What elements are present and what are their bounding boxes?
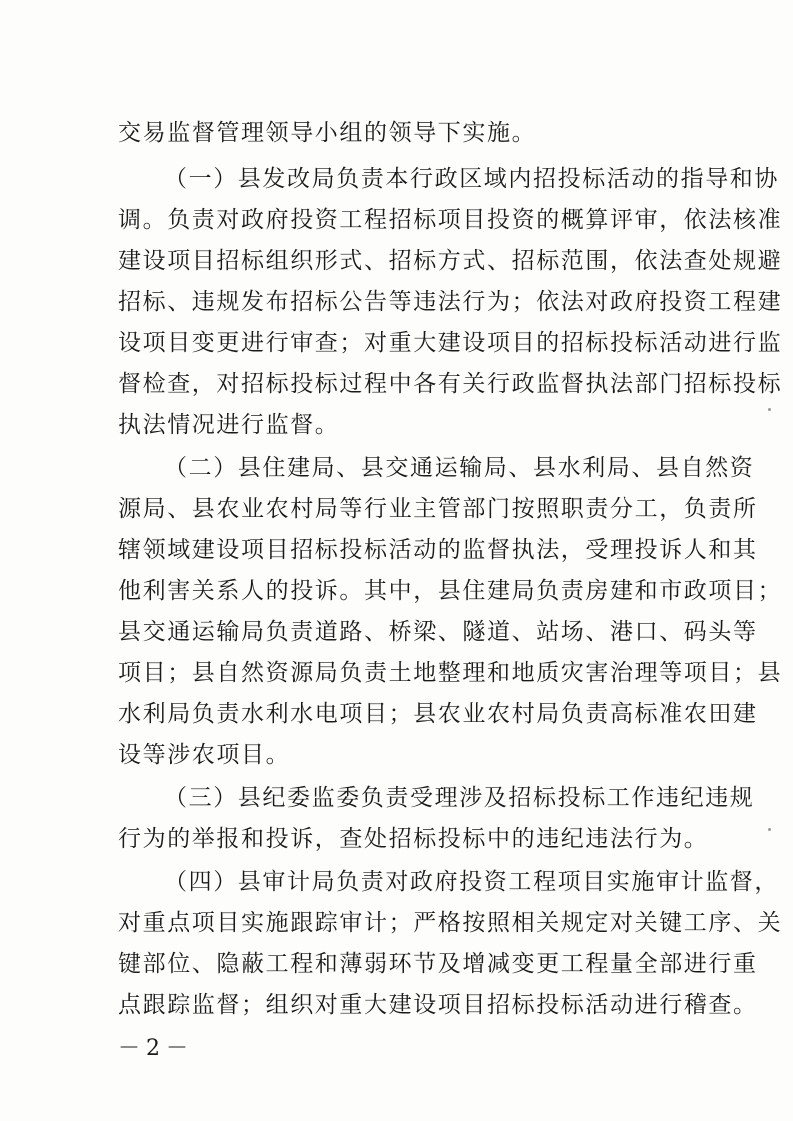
- paragraph-line: 键部位、隐蔽工程和薄弱环节及增减变更工程量全部进行重: [118, 951, 758, 977]
- scan-speck: [768, 408, 771, 411]
- paragraph-line: 建设项目招标组织形式、招标方式、招标范围，依法查处规避: [118, 248, 783, 274]
- paragraph-line: 辖领域建设项目招标投标活动的监督执法，受理投诉人和其: [118, 537, 758, 563]
- paragraph-line: 调。负责对政府投资工程招标项目投资的概算评审，依法核准: [118, 207, 783, 233]
- paragraph-line: （三）县纪委监委负责受理涉及招标投标工作违纪违规: [164, 785, 755, 811]
- paragraph-line: 源局、县农业农村局等行业主管部门按照职责分工，负责所: [118, 496, 758, 522]
- paragraph-line: （二）县住建局、县交通运输局、县水利局、县自然资: [164, 455, 755, 481]
- paragraph-line: 点跟踪监督；组织对重大建设项目招标投标活动进行稽查。: [118, 992, 758, 1018]
- paragraph-line: 县交通运输局负责道路、桥梁、隧道、站场、港口、码头等: [118, 619, 758, 645]
- paragraph-line: （四）县审计局负责对政府投资工程项目实施审计监督，: [164, 869, 779, 895]
- page-number: －2－: [118, 1036, 194, 1061]
- paragraph-line: 交易监督管理领导小组的领导下实施。: [118, 120, 537, 146]
- paragraph-line: 执法情况进行监督。: [118, 412, 340, 438]
- paragraph-line: 设项目变更进行审查；对重大建设项目的招标投标活动进行监: [118, 330, 783, 356]
- paragraph-line: 他利害关系人的投诉。其中，县住建局负责房建和市政项目；: [118, 578, 783, 604]
- paragraph-line: 招标、违规发布招标公告等违法行为；依法对政府投资工程建: [118, 289, 783, 315]
- paragraph-line: 设等涉农项目。: [118, 742, 291, 768]
- scan-speck: [768, 828, 771, 831]
- paragraph-line: 对重点项目实施跟踪审计；严格按照相关规定对关键工序、关: [118, 910, 783, 936]
- paragraph-line: 项目；县自然资源局负责土地整理和地质灾害治理等项目；县: [118, 660, 783, 686]
- paragraph-line: （一）县发改局负责本行政区域内招投标活动的指导和协: [164, 166, 779, 192]
- paragraph-line: 水利局负责水利水电项目；县农业农村局负责高标准农田建: [118, 701, 758, 727]
- paragraph-line: 督检查，对招标投标过程中各有关行政监督执法部门招标投标: [118, 371, 783, 397]
- paragraph-line: 行为的举报和投诉，查处招标投标中的违纪违法行为。: [118, 826, 709, 852]
